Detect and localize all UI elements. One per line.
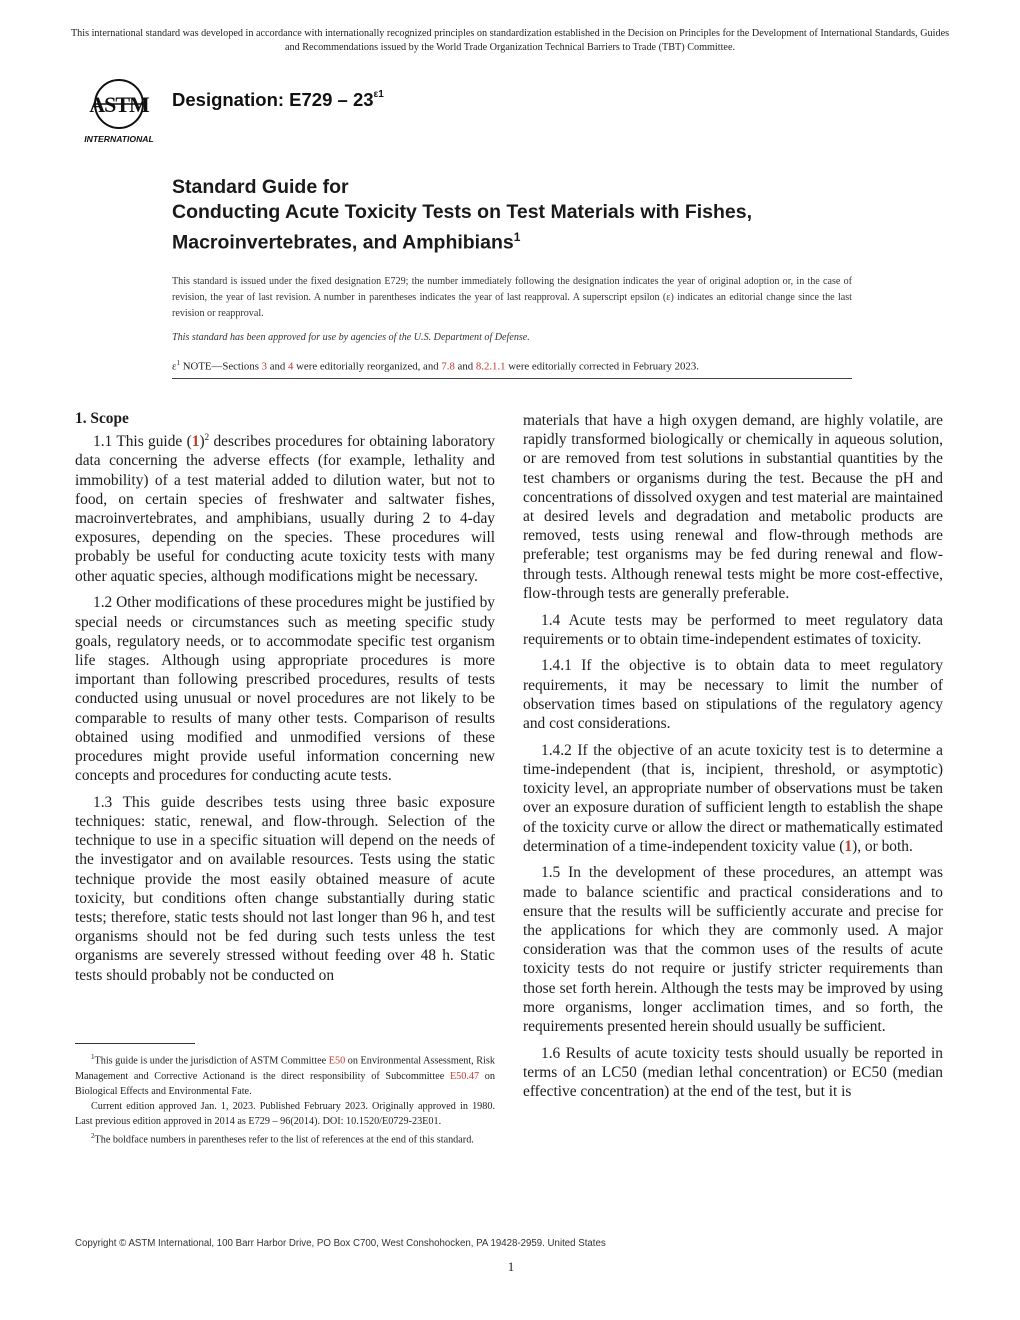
text: The boldface numbers in parentheses refer to the list of references at the end of this standard.	[94, 1134, 474, 1146]
footnote-rule	[75, 1043, 195, 1044]
approval-note: This standard has been approved for use by agencies of the U.S. Department of Defense.	[172, 332, 530, 343]
page-number: 1	[507, 1259, 515, 1274]
astm-logo	[74, 76, 164, 146]
committee-link[interactable]: E50	[328, 1055, 346, 1067]
paragraph-1-3-continued: materials that have a high oxygen demand, are highly volatile, are rapidly transformed biologically or chemically in aqueous solution, or are removed from test solutions in substantial quantities by the test chambers or organisms during the test. Because the pH and concentrations of dissolved oxygen and test material are maintained at desired levels and degradation and metabolic products are removed, tests using renewal and flow-through methods are preferable; test organisms may be fed during renewal and flow-through tests. Although renewal tests might be more cost-effective, flow-through tests are generally preferable.	[523, 412, 943, 602]
reference-link[interactable]: 1	[844, 837, 853, 855]
note-text: and	[454, 360, 476, 373]
note-text: and	[267, 360, 289, 373]
text: This guide is under the jurisdiction of ASTM Committee	[94, 1055, 329, 1067]
footnote-mark[interactable]: 2	[204, 432, 210, 443]
text: ), or both.	[852, 837, 913, 855]
section-heading: 1. Scope	[75, 410, 129, 427]
text: 1.1 This guide (	[93, 433, 192, 451]
section-link[interactable]: 4	[288, 360, 294, 373]
astm-logo-icon	[74, 76, 164, 146]
footnote-1	[75, 1050, 495, 1099]
epsilon-mark: ε	[172, 360, 177, 373]
paragraph-1-4-2	[523, 741, 943, 856]
designation-label: Designation: E729 – 23	[172, 89, 374, 110]
footnote-edition: Current edition approved Jan. 1, 2023. Published February 2023. Originally approved in 1980. Last previous edition approved in 2014 as E729 – 96(2014). DOI: 10.1520/E0729-23E01.	[75, 1101, 495, 1128]
paragraph-1-4-1: 1.4.1 If the objective is to obtain data to meet regulatory requirements, it may be necessary to limit the number of observation times based on stipulations of the regulatory agency and cost considerations.	[523, 657, 943, 733]
footnote-mark: 2	[91, 1132, 95, 1141]
text: describes procedures for obtaining laboratory data concerning the adverse effects (for example, lethality and immobility) of a test material added to dilution water, but not to food, on certain species of freshwater and saltwater fishes, macroinvertebrates, and amphibians, usually during 2 to 4-day exposures, depending on the species. These procedures will probably be useful for conducting acute toxicity tests with many other aquatic species, although modifications might be necessary.	[75, 433, 495, 585]
section-link[interactable]: 7.8	[441, 360, 455, 373]
text: 1.4.2 If the objective of an acute toxicity test is to determine a time-independent (that is, incipient, threshold, or asymptotic) toxicity level, an appropriate number of observations must be taken over an exposure duration of sufficient length to establish the shape of the toxicity curve or allow the direct or mathematically estimated determination of a time-independent toxicity value (	[523, 741, 943, 855]
note-text: were editorially corrected in February 2023.	[505, 360, 699, 373]
footnote-2	[75, 1129, 495, 1148]
footnotes	[75, 1050, 495, 1148]
issued-note: This standard is issued under the fixed designation E729; the number immediately following the designation indicates the year of original adoption or, in the case of revision, the year of last revision. A number in parentheses indicates the year of last reapproval. A superscript epsilon (ε) indicates an editorial change since the last revision or reapproval.	[172, 276, 852, 319]
designation-superscript: ε1	[373, 88, 384, 100]
paragraph-1-1	[75, 432, 495, 586]
epsilon-note	[172, 355, 852, 379]
text: )	[199, 433, 205, 451]
copyright: Copyright © ASTM International, 100 Barr Harbor Drive, PO Box C700, West Conshohocken, PA 19428-2959. United States	[75, 1238, 606, 1249]
section-link[interactable]: 8.2.1.1	[475, 360, 506, 373]
footnote-mark: 1	[91, 1053, 95, 1061]
right-column	[523, 411, 943, 1109]
title-main: Conducting Acute Toxicity Tests on Test Materials with Fishes, Macroinvertebrates, and Amphibians	[172, 201, 753, 254]
text: on Biological Effects and Environmental Fate.	[75, 1070, 495, 1097]
note-text: NOTE—Sections	[180, 360, 262, 373]
paragraph-1-6: 1.6 Results of acute toxicity tests should usually be reported in terms of an LC50 (median lethal concentration) or EC50 (median effective concentration) at the end of the test, but it is	[523, 1044, 943, 1101]
reference-link[interactable]: 1	[191, 433, 200, 451]
title-line-1: Standard Guide for	[172, 176, 349, 198]
paragraph-1-2: 1.2 Other modifications of these procedures might be justified by special needs or circumstances such as meeting specific study goals, regulatory needs, or to accommodate specific test organism life stages. Although using appropriate procedures is more important than following prescribed procedures, results of tests conducted using unusual or novel procedures are not likely to be comparable to results of many other tests. Comparison of results obtained using modified and unmodified versions of these procedures might provide useful information concerning new concepts and procedures for conducting acute tests.	[75, 594, 495, 785]
text: on Environmental Assessment, Risk Management and Corrective Actionand is the direct responsibility of Subcommittee	[75, 1055, 495, 1082]
designation	[172, 89, 384, 111]
subcommittee-link[interactable]: E50.47	[449, 1070, 480, 1082]
paragraph-1-3: 1.3 This guide describes tests using three basic exposure techniques: static, renewal, and flow-through. Selection of the technique to use in a specific situation will depend on the needs of the investigator and on available resources. Tests using the static technique provide the most easily obtained measure of acute toxicity, but conditions often change substantially during static tests; therefore, static tests should not last longer than 96 h, and test organisms should not be fed during such tests unless the test organisms are severely stressed without feeding over 48 h. Static tests should probably not be conducted on	[75, 793, 495, 984]
paragraph-1-5: 1.5 In the development of these procedures, an attempt was made to balance scientific and practical considerations and to ensure that the results will be sufficiently accurate and precise for the applications for which they are commonly used. A major consideration was that the common uses of the results of acute toxicity tests do not require or justify stricter requirements than those set forth herein. Although the tests may be improved by using more organisms, longer acclimation times, and so forth, the requirements presented herein should usually be sufficient.	[523, 864, 943, 1036]
top-notice: This international standard was developed in accordance with internationally recognized principles on standardization established in the Decision on Principles for the Development of International Standards, Guides and Recommendations issued by the World Trade Organization Technical Barriers to Trade (TBT) Committee.	[70, 28, 950, 53]
section-link[interactable]: 3	[261, 360, 268, 373]
logo-sublabel: INTERNATIONAL	[84, 134, 154, 144]
paragraph-1-4: 1.4 Acute tests may be performed to meet regulatory data requirements or to obtain time-independent estimates of toxicity.	[523, 611, 943, 648]
logo-letters: ASTM	[89, 92, 149, 117]
title-footnote-mark: 1	[513, 230, 521, 244]
left-column	[75, 409, 495, 992]
epsilon-sup: 1	[176, 359, 181, 367]
document-title	[172, 175, 872, 256]
title-line-2	[172, 200, 872, 256]
note-text: were editorially reorganized, and	[293, 360, 442, 373]
